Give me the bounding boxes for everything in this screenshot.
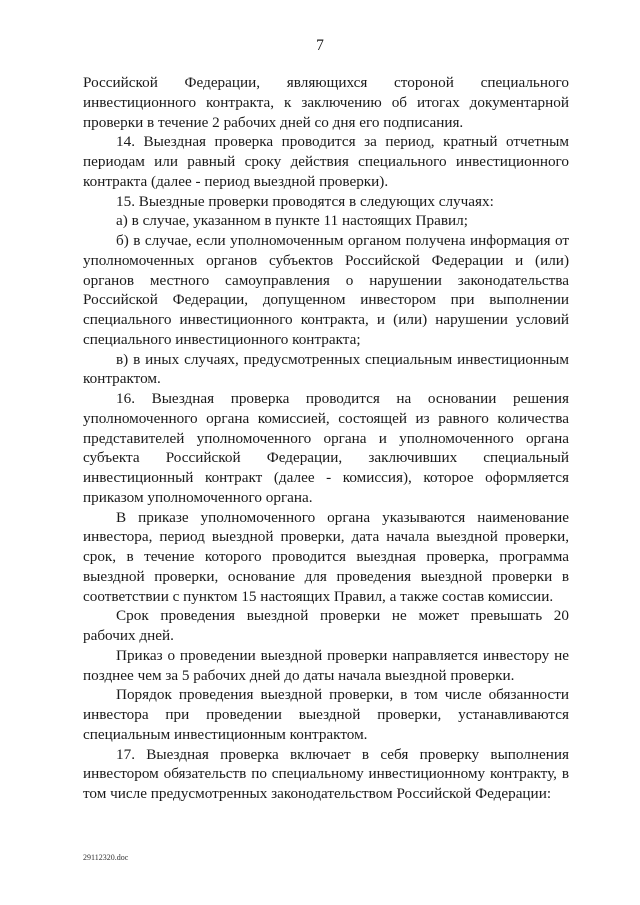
paragraph-continuation: Российской Федерации, являющихся стороной специального инвестиционного контракта, к заключению об итогах документарной проверки в течение 2 рабочих дней со дня его подписания. — [83, 74, 569, 131]
paragraph-subitem-v: в) в иных случаях, предусмотренных специальным инвестиционным контрактом. — [83, 350, 569, 388]
paragraph-inspection-term: Срок проведения выездной проверки не может превышать 20 рабочих дней. — [83, 607, 569, 644]
paragraph-item-17: 17. Выездная проверка включает в себя проверку выполнения инвестором обязательств по специальному инвестиционному контракту, в том числе предусмотренных законодательством Российской Федерации: — [83, 745, 569, 802]
paragraph-subitem-a: а) в случае, указанном в пункте 11 настоящих Правил; — [116, 212, 468, 230]
paragraph-inspection-procedure: Порядок проведения выездной проверки, в том числе обязанности инвестора при проведении выездной проверки, устанавливаются специальным инвестиционным контрактом. — [83, 686, 569, 743]
paragraph-item-16: 16. Выездная проверка проводится на основании решения уполномоченного органа комиссией, состоящей из равного количества представителей уполномоченного органа и уполномоченного органа субъекта Российской Федерации, заключивших специальный инвестиционный контракт (далее - комиссия), которое оформляется приказом уполномоченного органа. — [83, 390, 569, 506]
paragraph-subitem-b: б) в случае, если уполномоченным органом получена информация от уполномоченных органов субъектов Российской Федерации и (или) органов местного самоуправления о нарушении законодательства Российской Федерации, допущенном инвестором при выполнении специального инвестиционного контракта, и (или) нарушении условий специального инвестиционного контракта; — [83, 232, 569, 348]
paragraph-item-14: 14. Выездная проверка проводится за период, кратный отчетным периодам или равный сроку действия специального инвестиционного контракта (далее - период выездной проверки). — [83, 133, 569, 190]
document-body — [83, 73, 569, 804]
paragraph-item-15: 15. Выездные проверки проводятся в следующих случаях: — [116, 192, 494, 210]
file-name-footer: 29112320.doc — [83, 853, 129, 862]
paragraph-order-delivery: Приказ о проведении выездной проверки направляется инвестору не позднее чем за 5 рабочих дней до даты начала выездной проверки. — [83, 646, 569, 684]
paragraph-order-contents: В приказе уполномоченного органа указываются наименование инвестора, период выездной проверки, дата начала выездной проверки, срок, в течение которого проводится выездная проверка, программа выездной проверки, основание для проведения выездной проверки в соответствии с пунктом 15 настоящих Правил, а также состав комиссии. — [83, 508, 569, 605]
page-number: 7 — [316, 37, 324, 54]
